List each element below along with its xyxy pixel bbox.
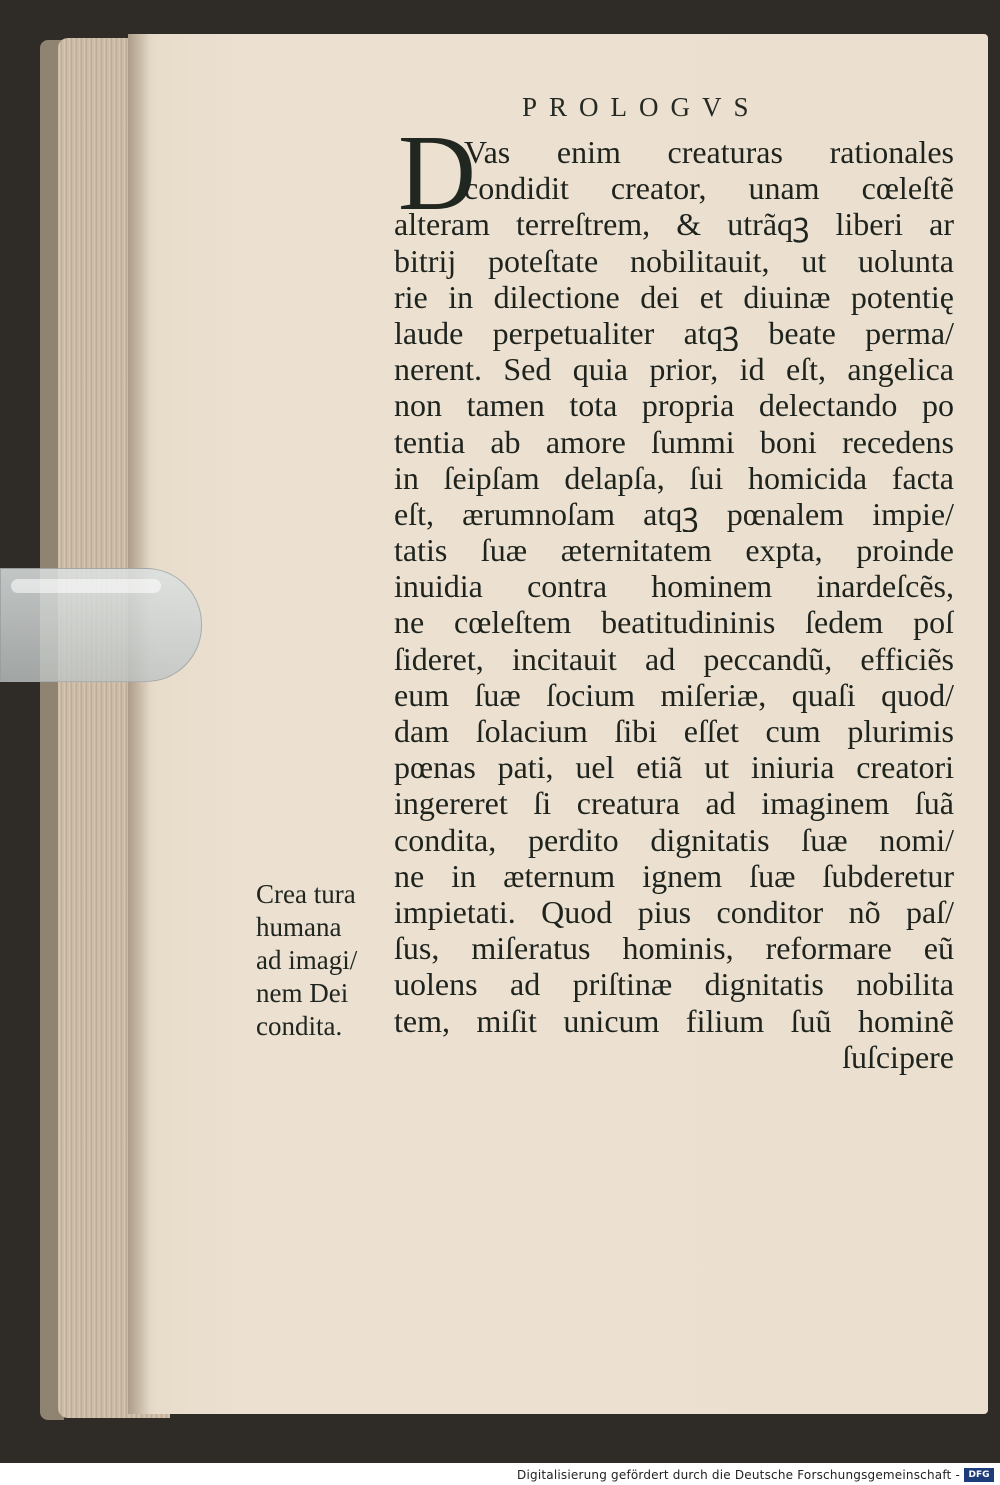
text-line: impietati. Quod pius conditor nõ paſ/	[394, 893, 954, 930]
text-line: condidit creator, unam cœleſtẽ	[464, 170, 954, 207]
marginal-line: ad imagi/	[256, 945, 358, 975]
text-line: tatis ſuæ æternitatem expta, proinde	[394, 532, 954, 569]
text-line: non tamen tota propria delectando po	[394, 387, 954, 424]
text-line: pœnas pati, uel etiã ut iniuria creatori	[394, 749, 954, 786]
marginal-line: Crea tura	[256, 879, 356, 909]
text-line: laude perpetualiter atqꝫ beate perma/	[394, 314, 954, 351]
running-head: PROLOGVS	[522, 92, 761, 122]
dfg-logo[interactable]: DFG	[964, 1468, 994, 1482]
text-line: condita, perdito dignitatis ſuæ nomi/	[394, 821, 954, 858]
text-line: ſideret, incitauit ad peccandũ, efficiẽs	[394, 640, 954, 677]
text-line: alteram terreſtrem, & utrãqꝫ liberi ar	[394, 206, 954, 243]
text-line: ne in æternum ignem ſuæ ſubderetur	[394, 857, 954, 894]
funding-notice: Digitalisierung gefördert durch die Deutsche Forschungsgemeinschaft -	[517, 1468, 960, 1482]
marginal-note	[256, 878, 392, 1043]
clip-highlight	[11, 579, 161, 593]
marginal-line: humana	[256, 912, 342, 942]
text-line: ne cœleſtem beatitudininis ſedem poſ	[394, 604, 954, 641]
marginal-line: nem Dei	[256, 978, 349, 1008]
main-text-block	[394, 134, 954, 1075]
footer-bar	[0, 1463, 1000, 1485]
gutter-shadow	[128, 34, 150, 1414]
text-line: tentia ab amore ſummi boni recedens	[394, 423, 954, 460]
text-line: ingereret ſi creatura ad imaginem ſuã	[394, 785, 954, 822]
text-line: Vas enim creaturas rationales	[464, 134, 954, 170]
text-line: rie in dilectione dei et diuinæ potentię	[394, 278, 954, 315]
page-holder-clip	[0, 568, 202, 682]
text-line: eſt, ærumnoſam atqꝫ pœnalem impie/	[394, 495, 954, 532]
catchword: ſuſcipere	[842, 1038, 954, 1075]
text-line: nerent. Sed quia prior, id eſt, angelica	[394, 351, 954, 388]
text-line: ſus, miſeratus hominis, reformare eũ	[394, 930, 954, 967]
marginal-line: condita.	[256, 1011, 343, 1041]
text-line: tem, miſit unicum filium ſuũ hominẽ	[394, 1002, 954, 1039]
text-line: inuidia contra hominem inardeſcẽs,	[394, 568, 954, 605]
text-line: bitrij poteſtate nobilitauit, ut uolunta	[394, 242, 954, 279]
text-line: eum ſuæ ſocium miſeriæ, quaſi quod/	[394, 676, 954, 713]
text-line: dam ſolacium ſibi eſſet cum plurimis	[394, 713, 954, 749]
text-line: uolens ad priſtinæ dignitatis nobilita	[394, 966, 954, 1003]
drop-cap-initial: D	[398, 114, 476, 233]
text-line: in ſeipſam delapſa, ſui homicida facta	[394, 459, 954, 496]
